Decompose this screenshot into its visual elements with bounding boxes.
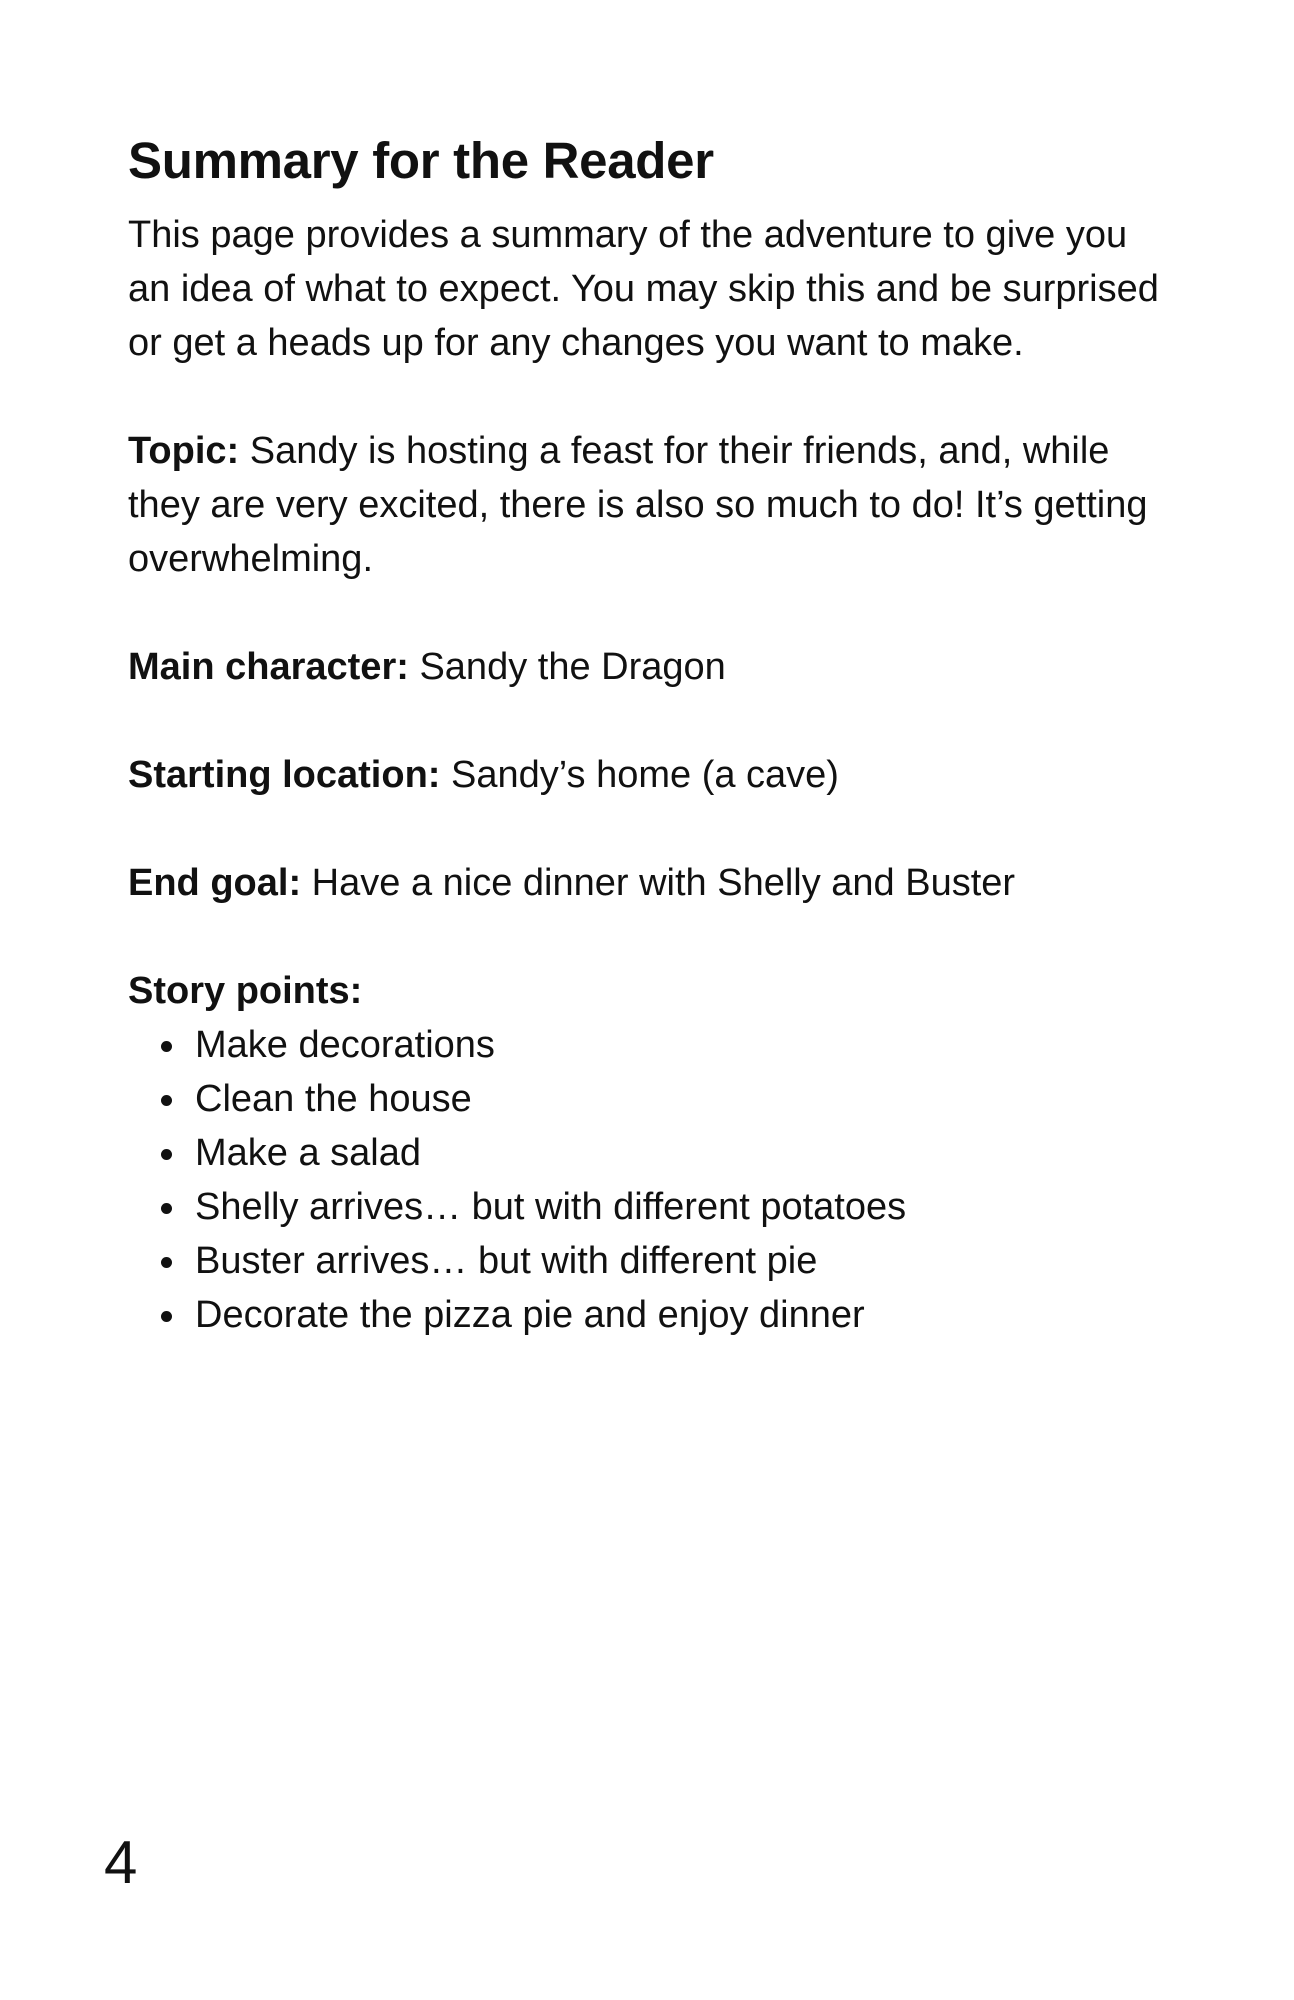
bullet-icon [161,1149,172,1160]
starting-location-text: Sandy’s home (a cave) [451,754,839,796]
spacer [128,802,1168,856]
page-title: Summary for the Reader [128,132,714,189]
list-item [128,1018,1168,1072]
list-item [128,1234,1168,1288]
list-item [128,1126,1168,1180]
story-point-text: Make a salad [195,1132,422,1174]
story-points-list [128,1018,1168,1342]
bullet-icon [161,1095,172,1106]
starting-location-line [128,748,1168,802]
story-point-text: Make decorations [195,1024,495,1066]
starting-location-label: Starting location: [128,754,441,796]
main-character-line [128,640,1168,694]
topic-text: Sandy is hosting a feast for their friends, and, while they are very excited, there is also so much to do! It’s getting overwhelming. [128,430,1148,580]
spacer [128,586,1168,640]
spacer [128,910,1168,964]
bullet-icon [161,1257,172,1268]
topic-paragraph [128,424,1168,586]
end-goal-label: End goal: [128,862,302,904]
list-item [128,1072,1168,1126]
end-goal-text: Have a nice dinner with Shelly and Buster [311,862,1016,904]
story-points-label: Story points: [128,970,363,1012]
story-point-text: Shelly arrives… but with different potatoes [195,1186,907,1228]
bullet-icon [161,1041,172,1052]
story-point-text: Decorate the pizza pie and enjoy dinner [195,1294,865,1336]
topic-label: Topic: [128,430,240,472]
main-character-text: Sandy the Dragon [419,646,726,688]
intro-paragraph: This page provides a summary of the adventure to give you an idea of what to expect. You may skip this and be surprised or get a heads up for any changes you want to make. [128,214,1159,364]
end-goal-line [128,856,1168,910]
story-point-text: Clean the house [195,1078,472,1120]
list-item [128,1180,1168,1234]
page-number: 4 [104,1829,138,1896]
story-point-text: Buster arrives… but with different pie [195,1240,818,1282]
list-item [128,1288,1168,1342]
spacer [128,370,1168,424]
summary-page [128,128,1168,1342]
bullet-icon [161,1203,172,1214]
spacer [128,694,1168,748]
main-character-label: Main character: [128,646,409,688]
bullet-icon [161,1311,172,1322]
